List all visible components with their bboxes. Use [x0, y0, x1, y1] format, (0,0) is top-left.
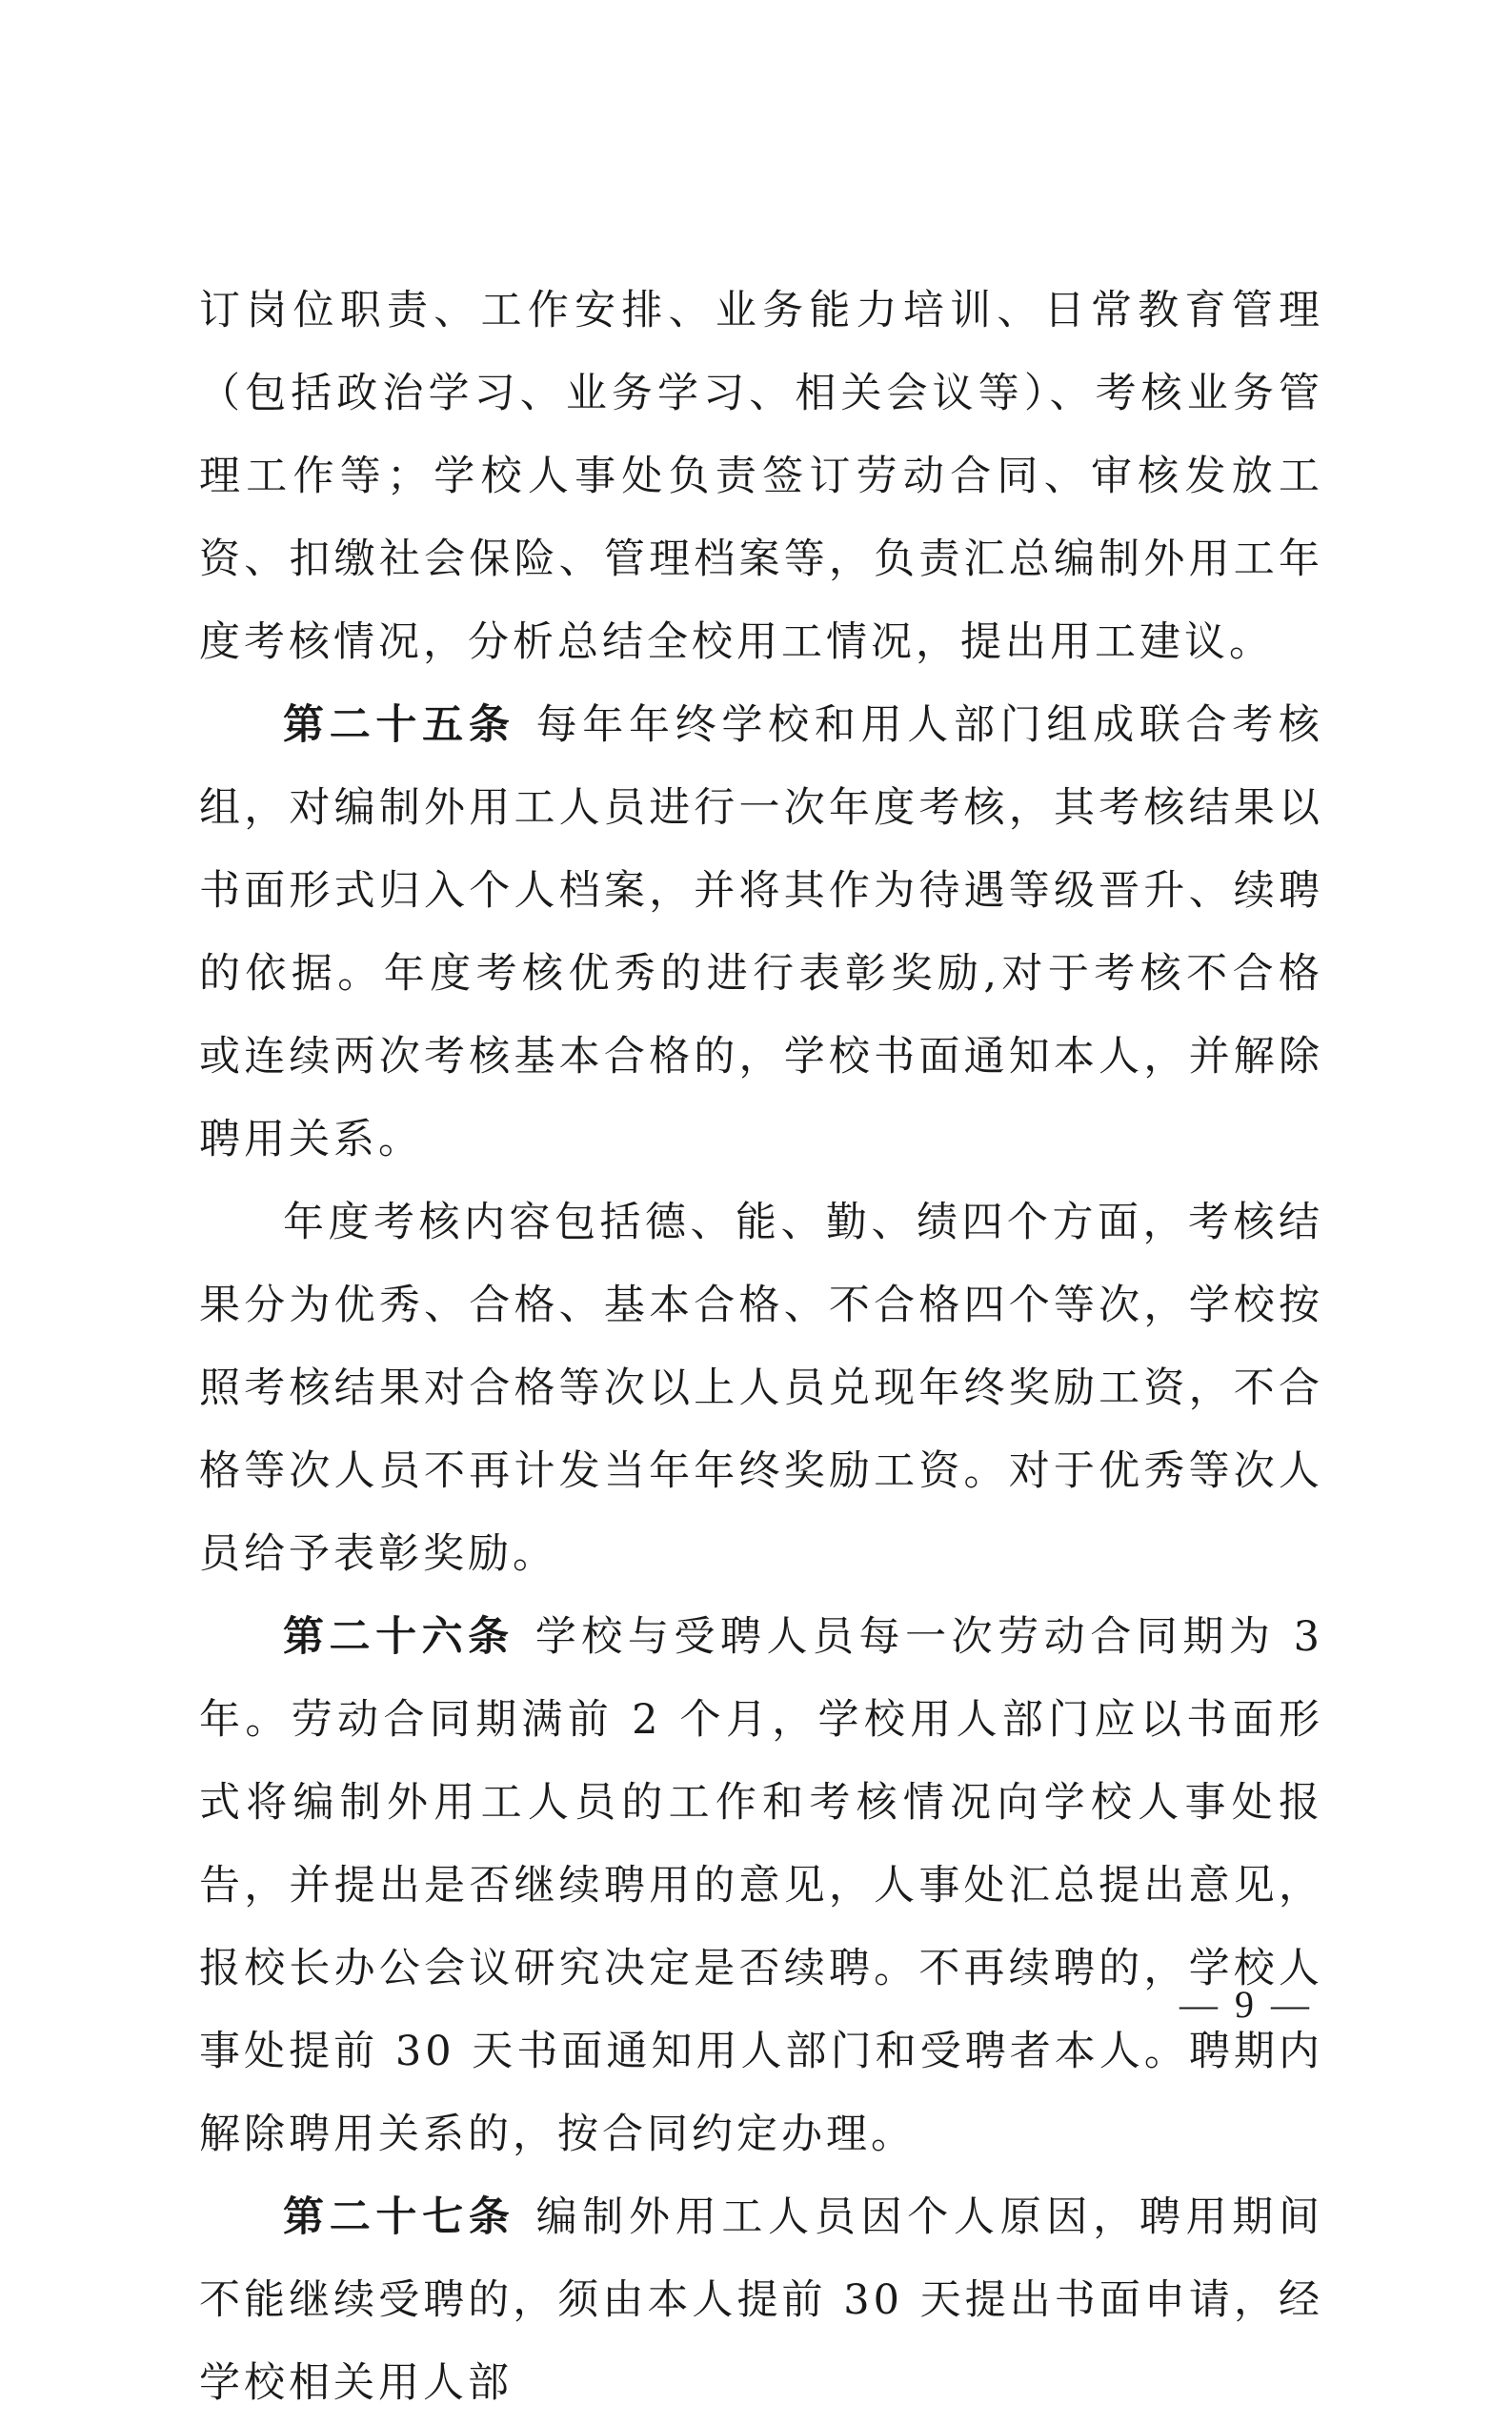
article-25	[199, 684, 1323, 1182]
paragraph-text: 每年年终学校和用人部门组成联合考核组，对编制外用工人员进行一次年度考核，其考核结果以书面形式归入个人档案，并将其作为待遇等级晋升、续聘的依据。年度考核优秀的进行表彰奖励,对于考核不合格或连续两次考核基本合格的，学校书面通知本人，并解除聘用关系。	[199, 701, 1324, 1163]
paragraph-text: 订岗位职责、工作安排、业务能力培训、日常教育管理（包括政治学习、业务学习、相关会议等）、考核业务管理工作等；学校人事处负责签订劳动合同、审核发放工资、扣缴社会保险、管理档案等，负责汇总编制外用工年度考核情况，分析总结全校用工情况，提出用工建议。	[199, 287, 1323, 666]
paragraph-text: 年度考核内容包括德、能、勤、绩四个方面，考核结果分为优秀、合格、基本合格、不合格四个等次，学校按照考核结果对合格等次以上人员兑现年终奖励工资，不合格等次人员不再计发当年年终奖励工资。对于优秀等次人员给予表彰奖励。	[199, 1199, 1323, 1578]
article-label: 第二十七条	[283, 2193, 515, 2241]
paragraph-assessment-content	[199, 1182, 1323, 1596]
paragraph-text: 学校与受聘人员每一次劳动合同期为 3 年。劳动合同期满前 2 个月，学校用人部门应以书面形式将编制外用工人员的工作和考核情况向学校人事处报告，并提出是否继续聘用的意见，人事处汇总提出意见，报校长办公会议研究决定是否续聘。不再续聘的，学校人事处提前 30 天书面通知用人部门和受聘者本人。聘期内解除聘用关系的，按合同约定办理。	[199, 1613, 1324, 2158]
document-body	[199, 270, 1323, 2425]
article-label: 第二十五条	[283, 701, 515, 749]
page-number: — 9 —	[1179, 1983, 1313, 2026]
article-27	[199, 2176, 1323, 2425]
paragraph-text: 编制外用工人员因个人原因，聘用期间不能继续受聘的，须由本人提前 30 天提出书面申请，经学校相关用人部	[199, 2193, 1324, 2407]
article-label: 第二十六条	[283, 1613, 514, 1661]
article-26	[199, 1596, 1323, 2176]
paragraph-continuation	[199, 270, 1323, 684]
